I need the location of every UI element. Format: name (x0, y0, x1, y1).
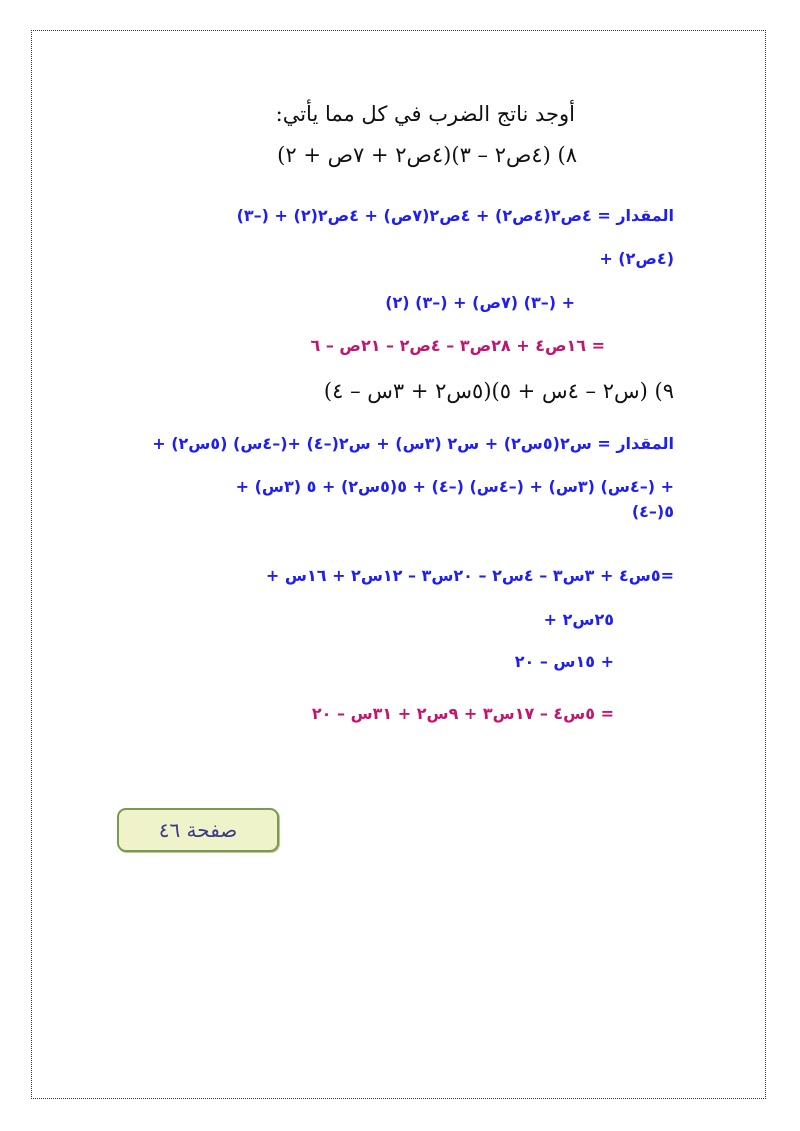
problem-9-work-line: المقدار = س٢(٥س٢) + س٢ (٣س) + س٢(–٤) +(–٤س) (٥س٢) + (152, 434, 674, 453)
problem-9-statement: ٩) (س٢ – ٤س + ٥)(٥س٢ + ٣س – ٤) (323, 379, 674, 403)
problem-8-work-line: المقدار = ٤ص٢(٤ص٢) + ٤ص٢(٧ص) + ٤ص٢(٢) + (–٣) (236, 206, 674, 225)
problem-9-work-line: + (–٤س) (٣س) + (–٤س) (–٤) + ٥(٥س٢) + ٥ (٣س) + (235, 477, 674, 496)
page-number-badge: صفحة ٤٦ (117, 808, 279, 852)
exercise-heading: أوجد ناتج الضرب في كل مما يأتي: (275, 102, 575, 126)
problem-8-work-line: (٤ص٢) + (599, 249, 674, 268)
problem-9-work-line: =٥س٤ + ٣س٣ – ٤س٢ – ٢٠س٣ – ١٢س٢ + ١٦س + (265, 566, 674, 585)
problem-8-answer: = ١٦ص٤ + ٢٨ص٣ – ٤ص٢ – ٢١ص – ٦ (310, 336, 605, 355)
problem-9-answer: = ٥س٤ – ١٧س٣ + ٩س٢ + ٣١س – ٢٠ (311, 704, 614, 723)
problem-9-work-line: ٥(–٤) (631, 502, 674, 521)
page-border (31, 30, 766, 1099)
problem-8-work-line: + (–٣) (٧ص) + (–٣) (٢) (385, 293, 575, 312)
problem-9-work-line: ٢٥س٢ + (543, 610, 614, 629)
problem-8-statement: ٨) (٤ص٢ – ٣)(٤ص٢ + ٧ص + ٢) (277, 143, 577, 167)
problem-9-work-line: + ١٥س – ٢٠ (514, 652, 614, 671)
